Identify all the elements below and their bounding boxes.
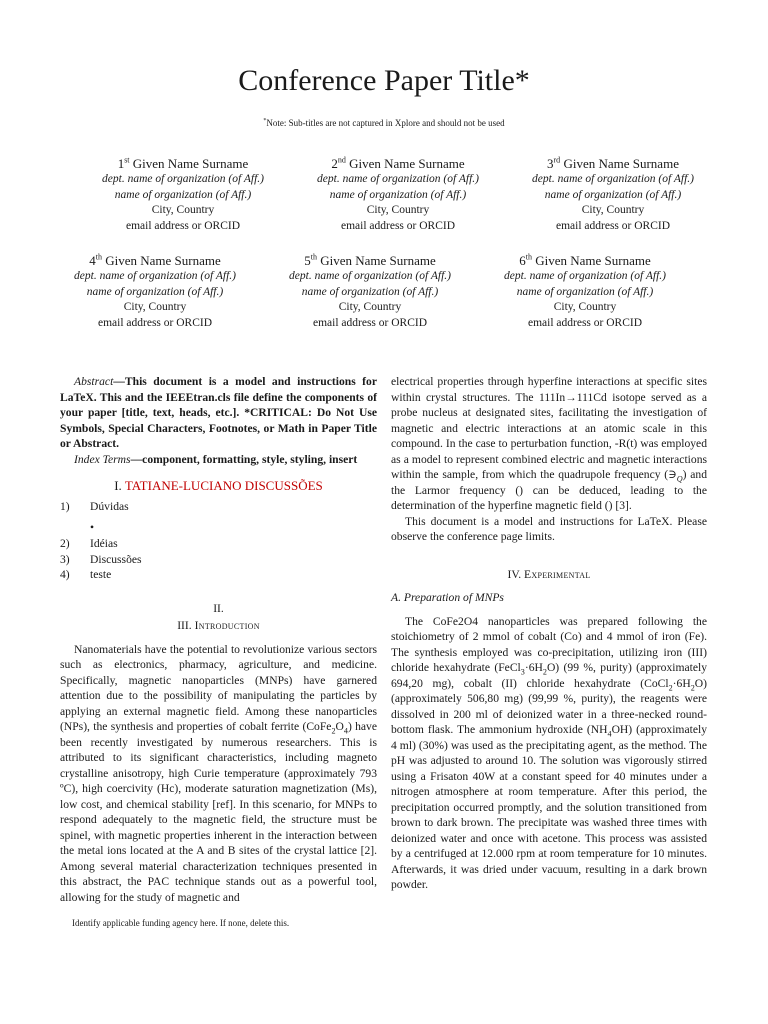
list-item: 1) Dúvidas: [60, 500, 129, 513]
note-text: Note: Sub-titles are not captured in Xplore and should not be used: [266, 118, 505, 128]
index-terms: Index Terms—component, formatting, style, styling, insert: [74, 452, 358, 466]
author-org: name of organization (of Aff.): [544, 188, 682, 201]
author-email: email address or ORCID: [527, 316, 643, 329]
author-dept: dept. name of organization (of Aff.): [289, 270, 451, 282]
note-mark: *: [263, 118, 267, 124]
section-heading-4: IV. Experimental: [507, 567, 591, 581]
author-name: 3rd Given Name Surname: [547, 155, 679, 171]
section-heading-3: III. Introduction: [177, 619, 260, 632]
author-block-5: [255, 252, 485, 331]
author-city: City, Country: [581, 204, 645, 216]
author-org: name of organization (of Aff.): [114, 188, 252, 201]
author-block-2: [283, 155, 513, 234]
author-block-4: [40, 252, 270, 331]
experimental-paragraph: The CoFe2O4 nanoparticles was prepared following the stoichiometry of 2 mmol of cobalt (Co) and 4 mmol of iron (Fe). The synthesis employed was co-precipitation, utilizing iron (III) chloride hexahydrate $(FeCl_3\cdot 6H_2O)$ (99 %, purity) (approximately 694,20 mg), cobalt (II) chloride hexahydrate $(CoCl_2\cdot 6H_2O)$ (approximately 506,80 mg) (99,99 %, purity), the reagents were dissolved in 200 ml of deionized water in a three-necked round-bottom flask. The ammonium hydroxide $(NH_4OH)$ (approximately 4 ml) (30%) was used as the precipitating agent, as the method. The pH was adjusted to around 10. The solution was vigorously stirred using a Frisaton 40W at a constant speed for 40 minutes under a nitrogen atmosphere at room temperature. After this period, the precipitation occurred promptly, and the solution transitioned from brown to dark brown. The precipitate was washed three times with deionized water and once with acetone. This process was assisted by a centrifuged at 12.000 rpm at room temperature for 10 minutes. Afterwards, it was dried under vacuum, resulting in a dark brown powder.: [391, 614, 708, 891]
numbered-list-2: [60, 536, 377, 583]
right-column: [391, 374, 707, 893]
author-name: 4th Given Name Surname: [89, 252, 221, 268]
footnote: Identify applicable funding agency here. If none, delete this.: [72, 918, 290, 928]
paper-title: Conference Paper Title*: [238, 64, 530, 97]
list-item: 2) Idéias: [60, 537, 118, 550]
right-paragraph-2: This document is a model and instructions for LaTeX. Please observe the conference page limits.: [391, 514, 707, 543]
author-block-6: [470, 252, 700, 331]
author-dept: dept. name of organization (of Aff.): [532, 173, 694, 185]
author-dept: dept. name of organization (of Aff.): [102, 173, 264, 185]
author-name: 1st Given Name Surname: [117, 155, 249, 171]
latex-logo: LaTeX: [637, 514, 670, 528]
author-city: City, Country: [123, 301, 187, 313]
bullet-item: •: [90, 520, 95, 534]
section-heading-2: II.: [213, 601, 224, 615]
list-item: 4) teste: [60, 568, 112, 581]
section-heading-1: I. TATIANE-LUCIANO DISCUSSÕES: [114, 478, 323, 493]
author-name: 5th Given Name Surname: [304, 252, 436, 268]
author-block-1: [68, 155, 298, 234]
title-note: [0, 118, 768, 128]
author-name: 2nd Given Name Surname: [331, 155, 465, 171]
author-email: email address or ORCID: [312, 316, 428, 329]
author-org: name of organization (of Aff.): [301, 285, 439, 298]
subsection-heading-a: A. Preparation of MNPs: [391, 591, 504, 604]
numbered-list-1: [60, 499, 377, 515]
author-org: name of organization (of Aff.): [516, 285, 654, 298]
author-city: City, Country: [366, 204, 430, 216]
abstract: Abstract—This document is a model and instructions for LaTeX. This and the IEEEtran.cls file define the components of your paper [title, text, heads, etc.]. *CRITICAL: Do Not Use Symbols, Special Characters, Footnotes, or Math in Paper Title or Abstract.: [60, 375, 377, 450]
author-email: email address or ORCID: [97, 316, 213, 329]
author-email: email address or ORCID: [555, 219, 671, 232]
author-org: name of organization (of Aff.): [329, 188, 467, 201]
author-dept: dept. name of organization (of Aff.): [317, 173, 479, 185]
author-email: email address or ORCID: [340, 219, 456, 232]
author-city: City, Country: [151, 204, 215, 216]
omega-symbol: ∋: [668, 468, 677, 481]
author-block-3: [498, 155, 728, 234]
author-org: name of organization (of Aff.): [86, 285, 224, 298]
author-city: City, Country: [553, 301, 617, 313]
list-item: 3) Discussões: [60, 552, 142, 566]
author-name: 6th Given Name Surname: [519, 252, 651, 268]
author-email: email address or ORCID: [125, 219, 241, 232]
author-dept: dept. name of organization (of Aff.): [74, 270, 236, 282]
left-column: [60, 374, 377, 905]
right-paragraph-1: electrical properties through hyperfine interactions at specific sites within crystal structures. The 111In→111Cd isotope served as a probe nucleus at designated sites, facilitating the investigation of magnetic and electric interactions at an atomic scale in this compound. In the case to perturbation function, -R(t) was employed as a model to represent combined electric and magnetic interactions within the sample, from which the quadrupole frequency $(∋_Q)$ and the Larmor frequency () can be deduced, leading to the determination of the hyperfine magnetic field () [3].: [391, 375, 708, 512]
latex-logo: LaTeX: [60, 390, 94, 404]
author-dept: dept. name of organization (of Aff.): [504, 270, 666, 282]
intro-paragraph: Nanomaterials have the potential to revolutionize various sectors such as electronics, pharmacy, agriculture, and medicine. Specifically, magnetic nanoparticles (MNPs) have garnered attention due to the possibility of manipulating the particles by applying an external magnetic field. Among these nanoparticles (NPs), the synthesis and properties of cobalt ferrite $(CoFe_2O_4)$ have been recently investigated by numerous researchers. This is attributed to its significant characteristics, including magneto crystalline anisotropy, high Curie temperature (approximately 793 ºC), high coercivity (Hc), moderate saturation magnetization (Ms), low cost, and chemical stability [ref]. In this scenario, for MNPs to respond adequately to the magnetic field, the structure must be spinel, with magnetic properties inherent in the interaction between the metal ions located at the A and B sites of the crystal lattice [2]. Among several material characterization techniques presented in this abstract, the PAC technique stands out as a powerful tool, allowing for the study of magnetic and: [60, 642, 378, 904]
author-city: City, Country: [338, 301, 402, 313]
